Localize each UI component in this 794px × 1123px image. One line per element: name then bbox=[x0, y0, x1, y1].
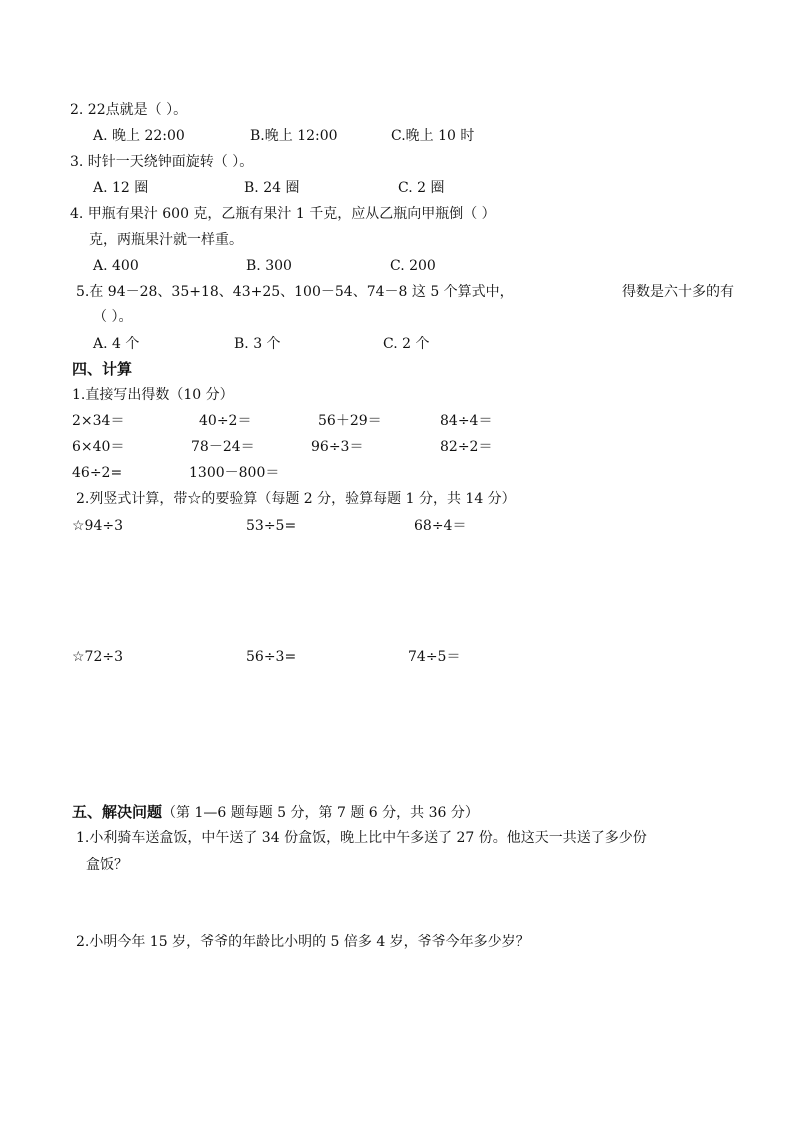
q5-option-a: A. 4 个 bbox=[93, 336, 140, 352]
q3-option-b: B. 24 圈 bbox=[244, 180, 300, 196]
calc-item: 40÷2＝ bbox=[199, 413, 252, 429]
q5-stem-left: 5.在 94－28、35+18、43+25、100－54、74－8 这 5 个算式中， bbox=[76, 284, 514, 300]
calc-item: 84÷4＝ bbox=[440, 413, 493, 429]
vertical-calc-item: 53÷5= bbox=[246, 518, 297, 534]
problem-2: 2.小明今年 15 岁，爷爷的年龄比小明的 5 倍多 4 岁，爷爷今年多少岁？ bbox=[76, 934, 530, 950]
q4-stem-line1: 4. 甲瓶有果汁 600 克，乙瓶有果汁 1 千克，应从乙瓶向甲瓶倒（ ） bbox=[70, 206, 496, 222]
q5-option-b: B. 3 个 bbox=[234, 336, 281, 352]
q5-stem-right: 得数是六十多的有 bbox=[622, 284, 734, 300]
calc-item: 78－24＝ bbox=[191, 439, 255, 455]
calc-item: 96÷3＝ bbox=[311, 439, 364, 455]
vertical-calc-item: 56÷3= bbox=[246, 649, 297, 665]
problem-1-line2: 盒饭？ bbox=[86, 857, 128, 873]
vertical-calc-item: ☆72÷3 bbox=[72, 649, 124, 665]
q5-stem-line2: （ ）。 bbox=[93, 309, 133, 325]
problem-1-line1: 1.小利骑车送盒饭，中午送了 34 份盒饭，晚上比中午多送了 27 份。他这天一共送了多少份 bbox=[76, 830, 647, 846]
q4-option-c: C. 200 bbox=[390, 258, 436, 274]
section-5-heading-row bbox=[72, 803, 479, 822]
section-4-part1-title: 1.直接写出得数（10 分） bbox=[72, 387, 234, 403]
q5-option-c: C. 2 个 bbox=[383, 336, 430, 352]
calc-item: 82÷2＝ bbox=[440, 439, 493, 455]
q4-stem-line2: 克，两瓶果汁就一样重。 bbox=[89, 232, 243, 248]
calc-item: 1300－800＝ bbox=[189, 465, 280, 481]
q4-option-a: A. 400 bbox=[93, 258, 139, 274]
calc-item: 56＋29＝ bbox=[318, 413, 382, 429]
q3-option-a: A. 12 圈 bbox=[93, 180, 149, 196]
q3-stem: 3. 时针一天绕钟面旋转（ ）。 bbox=[70, 154, 254, 170]
section-4-heading: 四、计算 bbox=[72, 360, 133, 378]
vertical-calc-item: ☆94÷3 bbox=[72, 518, 124, 534]
calc-item: 6×40＝ bbox=[72, 439, 125, 455]
q4-option-b: B. 300 bbox=[246, 258, 292, 274]
q2-option-b: B.晚上 12:00 bbox=[250, 128, 338, 144]
q2-option-c: C.晚上 10 时 bbox=[391, 128, 475, 144]
section-5-heading: 五、解决问题 bbox=[72, 803, 163, 821]
section-4-part2-title: 2.列竖式计算，带☆的要验算（每题 2 分，验算每题 1 分，共 14 分） bbox=[76, 491, 516, 507]
vertical-calc-item: 74÷5＝ bbox=[408, 649, 461, 665]
calc-item: 2×34＝ bbox=[72, 413, 125, 429]
section-5-score-note: （第 1—6 题每题 5 分，第 7 题 6 分，共 36 分） bbox=[162, 805, 479, 821]
vertical-calc-item: 68÷4＝ bbox=[414, 518, 467, 534]
q2-option-a: A. 晚上 22:00 bbox=[93, 128, 185, 144]
q3-option-c: C. 2 圈 bbox=[398, 180, 445, 196]
calc-item: 46÷2= bbox=[72, 465, 123, 481]
q2-stem: 2. 22点就是（ ）。 bbox=[70, 102, 188, 118]
